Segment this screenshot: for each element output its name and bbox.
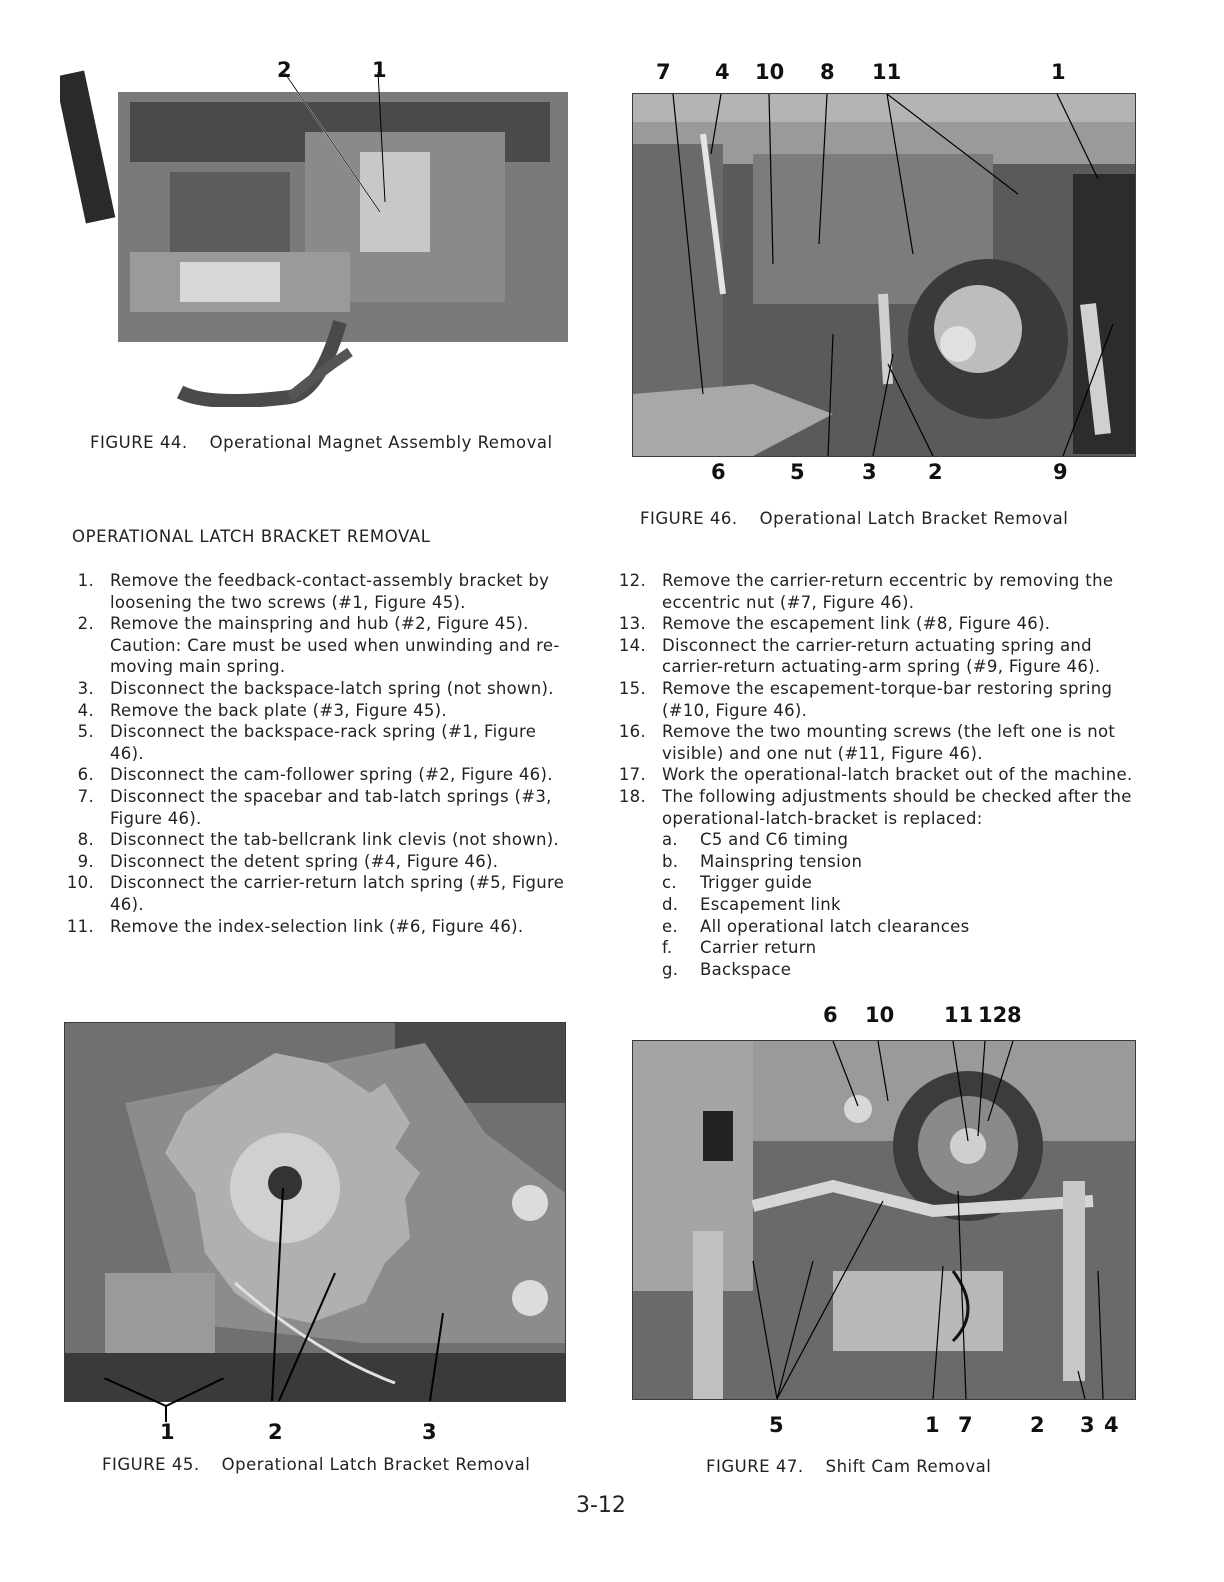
step-number: 18. xyxy=(618,786,646,806)
fig45-callout-2: 2 xyxy=(268,1420,283,1444)
fig46-callout-2: 2 xyxy=(928,460,943,484)
fig47-callout-4: 4 xyxy=(1104,1413,1119,1437)
fig46-callout-1: 1 xyxy=(1051,60,1066,84)
fig47-callout-5: 5 xyxy=(769,1413,784,1437)
machine-photo-illustration xyxy=(60,62,575,407)
sub-step-text: C5 and C6 timing xyxy=(700,830,849,850)
fig47-callout-12: 12 xyxy=(978,1003,1008,1027)
fig47-callout-1: 1 xyxy=(925,1413,940,1437)
step-number: 8. xyxy=(77,830,94,850)
sub-step-text: All operational latch clearances xyxy=(700,916,970,936)
sub-step-text: Escapement link xyxy=(700,894,841,914)
sub-step-letter: g. xyxy=(662,959,679,979)
step-number: 12. xyxy=(618,571,646,590)
figure-47-caption xyxy=(706,1457,991,1476)
step-text: Disconnect the carrier-return actuating spring and carrier-return actuating-arm spring (#9, Figure 46). xyxy=(662,635,1101,677)
fig46-callout-11: 11 xyxy=(872,60,902,84)
fig47-callout-7: 7 xyxy=(958,1413,973,1437)
step-number: 9. xyxy=(77,851,94,871)
list-item xyxy=(662,894,1134,916)
fig46-callout-8: 8 xyxy=(820,60,835,84)
step-number: 3. xyxy=(77,678,94,698)
list-item xyxy=(662,829,1134,851)
list-item xyxy=(62,851,572,873)
step-number: 4. xyxy=(77,700,94,720)
sub-step-letter: f. xyxy=(662,938,673,958)
fig46-callout-10: 10 xyxy=(755,60,785,84)
figure-46-caption xyxy=(640,509,1068,528)
list-item xyxy=(62,829,572,851)
sub-step-letter: a. xyxy=(662,830,678,850)
fig44-callout-2: 2 xyxy=(277,58,292,82)
figure-number: FIGURE 46. xyxy=(640,509,738,528)
sub-step-letter: c. xyxy=(662,873,677,893)
list-item xyxy=(62,764,572,786)
sub-step-text: Trigger guide xyxy=(700,873,813,893)
fig46-callout-9: 9 xyxy=(1053,460,1068,484)
list-item xyxy=(62,570,572,613)
step-number: 1. xyxy=(77,571,94,590)
machine-photo-illustration xyxy=(65,1023,565,1401)
fig45-callout-1: 1 xyxy=(160,1420,175,1444)
step-number: 14. xyxy=(618,635,646,655)
list-item xyxy=(614,635,1134,678)
adjustment-sublist xyxy=(662,829,1134,980)
fig44-callout-1: 1 xyxy=(372,58,387,82)
step-text: Remove the escapement link (#8, Figure 46). xyxy=(662,614,1051,634)
fig46-callout-5: 5 xyxy=(790,460,805,484)
step-text: Disconnect the backspace-rack spring (#1, Figure 46). xyxy=(110,722,537,763)
fig46-callout-3: 3 xyxy=(862,460,877,484)
fig47-callout-6: 6 xyxy=(823,1003,838,1027)
fig47-callout-8: 8 xyxy=(1007,1003,1022,1027)
figure-45-photo xyxy=(64,1022,566,1402)
step-text: Disconnect the detent spring (#4, Figure 46). xyxy=(110,851,499,871)
step-text: Remove the carrier-return eccentric by removing the eccentric nut (#7, Figure 46). xyxy=(662,571,1114,612)
fig47-callout-10: 10 xyxy=(865,1003,895,1027)
step-text: Disconnect the tab-bellcrank link clevis (not shown). xyxy=(110,830,560,850)
step-text: The following adjustments should be checked after the operational-latch-bracket is replaced: xyxy=(662,786,1132,828)
figure-title: Shift Cam Removal xyxy=(825,1457,992,1476)
step-text: Remove the two mounting screws (the left one is not visible) and one nut (#11, Figure 46). xyxy=(662,722,1116,763)
machine-photo-illustration xyxy=(633,1041,1135,1399)
list-item xyxy=(62,916,572,938)
fig47-callout-2: 2 xyxy=(1030,1413,1045,1437)
fig46-callout-6: 6 xyxy=(711,460,726,484)
sub-step-text: Carrier return xyxy=(700,938,817,958)
fig46-callout-4: 4 xyxy=(715,60,730,84)
sub-step-text: Mainspring tension xyxy=(700,851,863,871)
list-item xyxy=(662,872,1134,894)
list-item xyxy=(614,570,1134,613)
list-item xyxy=(614,764,1134,786)
step-number: 13. xyxy=(618,614,646,634)
list-item xyxy=(662,851,1134,873)
sub-step-letter: d. xyxy=(662,894,679,914)
step-text: Disconnect the cam-follower spring (#2, Figure 46). xyxy=(110,765,553,785)
step-number: 7. xyxy=(77,786,94,806)
sub-step-text: Backspace xyxy=(700,959,792,979)
step-text: Disconnect the carrier-return latch spring (#5, Figure 46). xyxy=(110,873,565,914)
step-number: 16. xyxy=(618,722,646,742)
list-item xyxy=(62,872,572,915)
list-item xyxy=(62,700,572,722)
list-item xyxy=(62,786,572,829)
list-item xyxy=(662,916,1134,938)
fig45-callout-3: 3 xyxy=(422,1420,437,1444)
figure-44-photo xyxy=(60,62,575,407)
step-number: 2. xyxy=(77,614,94,634)
list-item xyxy=(614,786,1134,980)
list-item xyxy=(62,678,572,700)
machine-photo-illustration xyxy=(633,94,1135,456)
step-text: Disconnect the spacebar and tab-latch springs (#3, Figure 46). xyxy=(110,786,552,828)
step-number: 11. xyxy=(66,916,94,936)
list-item xyxy=(62,721,572,764)
step-number: 17. xyxy=(618,765,646,785)
step-text: Remove the mainspring and hub (#2, Figure 45). Caution: Care must be used when unwinding and re-moving main spring. xyxy=(110,614,560,677)
list-item xyxy=(614,721,1134,764)
step-text: Work the operational-latch bracket out of the machine. xyxy=(662,765,1133,785)
list-item xyxy=(614,678,1134,721)
figure-title: Operational Magnet Assembly Removal xyxy=(209,433,553,452)
fig47-callout-11: 11 xyxy=(944,1003,974,1027)
list-item xyxy=(662,937,1134,959)
sub-step-letter: b. xyxy=(662,851,679,871)
figure-number: FIGURE 45. xyxy=(102,1455,200,1474)
step-text: Remove the index-selection link (#6, Figure 46). xyxy=(110,916,524,936)
steps-left-list xyxy=(62,570,572,937)
step-number: 10. xyxy=(66,873,94,893)
page-number: 3-12 xyxy=(576,1493,626,1518)
fig47-callout-3: 3 xyxy=(1080,1413,1095,1437)
step-text: Remove the escapement-torque-bar restoring spring (#10, Figure 46). xyxy=(662,678,1113,720)
step-text: Disconnect the backspace-latch spring (not shown). xyxy=(110,678,554,698)
figure-number: FIGURE 47. xyxy=(706,1457,804,1476)
list-item xyxy=(614,613,1134,635)
figure-46-photo xyxy=(632,93,1136,457)
figure-number: FIGURE 44. xyxy=(90,433,188,452)
step-text: Remove the feedback-contact-assembly bracket by loosening the two screws (#1, Figure 45). xyxy=(110,571,550,612)
figure-47-photo xyxy=(632,1040,1136,1400)
fig45-leader-lines xyxy=(64,1378,564,1428)
step-number: 5. xyxy=(77,722,94,742)
step-text: Remove the back plate (#3, Figure 45). xyxy=(110,700,447,720)
list-item xyxy=(62,613,572,678)
fig46-callout-7: 7 xyxy=(656,60,671,84)
figure-45-caption xyxy=(102,1455,530,1474)
figure-44-caption xyxy=(90,433,553,452)
list-item xyxy=(662,959,1134,981)
step-number: 6. xyxy=(77,765,94,785)
sub-step-letter: e. xyxy=(662,916,678,936)
figure-title: Operational Latch Bracket Removal xyxy=(759,509,1069,528)
figure-title: Operational Latch Bracket Removal xyxy=(221,1455,531,1474)
steps-right-list xyxy=(614,570,1134,980)
step-number: 15. xyxy=(618,678,646,698)
section-heading: OPERATIONAL LATCH BRACKET REMOVAL xyxy=(72,527,431,546)
